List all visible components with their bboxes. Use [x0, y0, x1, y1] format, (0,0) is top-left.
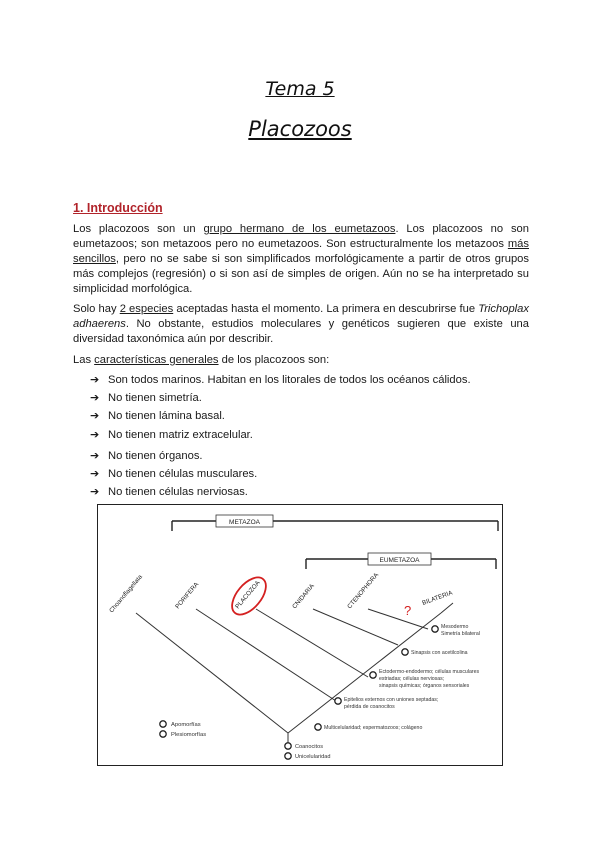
node-label: estriadas; células nerviosas;: [379, 676, 445, 682]
node-circle: [315, 724, 321, 730]
underlined-text: características generales: [94, 354, 219, 366]
text: . No obstante, estudios moleculares y genéticos sugieren que existe una diversidad taxonómica aún por describir.: [73, 318, 529, 345]
arrow-icon: ➔: [90, 427, 100, 441]
legend-plesiomorphy-icon: [160, 731, 166, 737]
node-label: Sinapsis con acetilcolina: [411, 650, 468, 656]
node-label: Simetría bilateral: [441, 631, 480, 637]
species-name: Trichoplax adhaerens: [73, 303, 529, 330]
list-item-text: No tienen células nerviosas.: [108, 486, 248, 499]
text: aceptadas hasta el momento. La primera en descubrirse fue: [173, 303, 479, 315]
text: Las: [73, 354, 95, 366]
paragraph-species: [73, 302, 529, 347]
taxon-label: PORIFERA: [174, 581, 201, 611]
cladogram-figure: [97, 504, 503, 766]
node-circle: [402, 649, 408, 655]
arrow-icon: ➔: [90, 448, 100, 462]
tree-lines: [136, 603, 453, 733]
taxon-label: CNIDARIA: [291, 582, 316, 611]
underlined-text: 2 especies: [119, 303, 174, 315]
list-item: [90, 447, 471, 465]
legend-label: Plesiomorfías: [171, 732, 207, 738]
taxon-label-highlighted: PLACOZOA: [234, 579, 262, 611]
node-label: Multicelularidad; espermatozoos; colágeno: [324, 725, 423, 731]
text: . Los placozoos no son eumetazoos; son metazoos pero no eumetazoos. Son estructuralmente los metazoos: [73, 223, 529, 250]
metazoa-label: METAZOA: [229, 519, 260, 526]
root-label: Unicelularidad: [295, 754, 331, 760]
paragraph-intro: [73, 222, 529, 297]
list-item-text: No tienen matriz extracelular.: [108, 428, 253, 441]
node-circle: [335, 698, 341, 704]
list-item-text: No tienen lámina basal.: [108, 410, 225, 423]
text: Solo hay: [73, 303, 120, 315]
page-title: Tema 5: [265, 78, 335, 100]
taxon-label: Choanoflagellata: [108, 573, 144, 615]
cladogram: [98, 505, 502, 765]
node-circle: [432, 626, 438, 632]
list-item: [90, 426, 471, 444]
list-item: [90, 371, 471, 389]
node-label: sinapsis químicas; órganos sensoriales: [379, 683, 470, 689]
question-mark: ?: [404, 603, 412, 618]
root-circle: [285, 743, 291, 749]
list-item-text: Son todos marinos. Habitan en los litorales de todos los océanos cálidos.: [108, 374, 471, 386]
node-label: Ectodermo-endodermo; células musculares: [379, 669, 480, 675]
text: de los placozoos son:: [218, 354, 330, 366]
paragraph-characteristics: [73, 353, 529, 368]
underlined-text: más sencillos: [73, 238, 529, 265]
list-item: [90, 465, 471, 483]
node-label: Mesodermo: [441, 624, 469, 630]
node-label: pérdida de coanocitos: [344, 704, 395, 710]
root-label: Coanocitos: [295, 744, 323, 750]
node-label: Epitelios externos con uniones septadas;: [344, 697, 439, 703]
eumetazoa-label: EUMETAZOA: [379, 557, 420, 564]
arrow-icon: ➔: [90, 373, 100, 386]
node-circle: [370, 672, 376, 678]
characteristics-list: [90, 371, 471, 501]
legend-label: Apomorfías: [171, 722, 201, 728]
root-circle: [285, 753, 291, 759]
list-item: [90, 407, 471, 425]
legend-apomorphy-icon: [160, 721, 166, 727]
list-item-text: No tienen simetría.: [108, 392, 202, 405]
arrow-icon: ➔: [90, 466, 100, 480]
page-subtitle: Placozoos: [248, 117, 352, 141]
taxon-label: CTENOPHORA: [346, 571, 381, 611]
text: , pero no se sabe si son simplificados morfológicamente a partir de otros grupos más complejos (regresión) o si son así de simples de origen. Aún no se ha interpretado su simplicidad morfológica.: [73, 253, 529, 295]
arrow-icon: ➔: [90, 409, 100, 423]
list-item: [90, 483, 471, 501]
taxon-label: BILATERIA: [421, 589, 454, 607]
list-item: [90, 389, 471, 407]
text: Los placozoos son un: [73, 223, 204, 235]
arrow-icon: ➔: [90, 391, 100, 405]
arrow-icon: ➔: [90, 485, 100, 499]
underlined-text: grupo hermano de los eumetazoos: [203, 223, 396, 235]
list-item-text: No tienen órganos.: [108, 449, 203, 462]
list-item-text: No tienen células musculares.: [108, 467, 258, 480]
section-heading: 1. Introducción: [73, 201, 163, 215]
